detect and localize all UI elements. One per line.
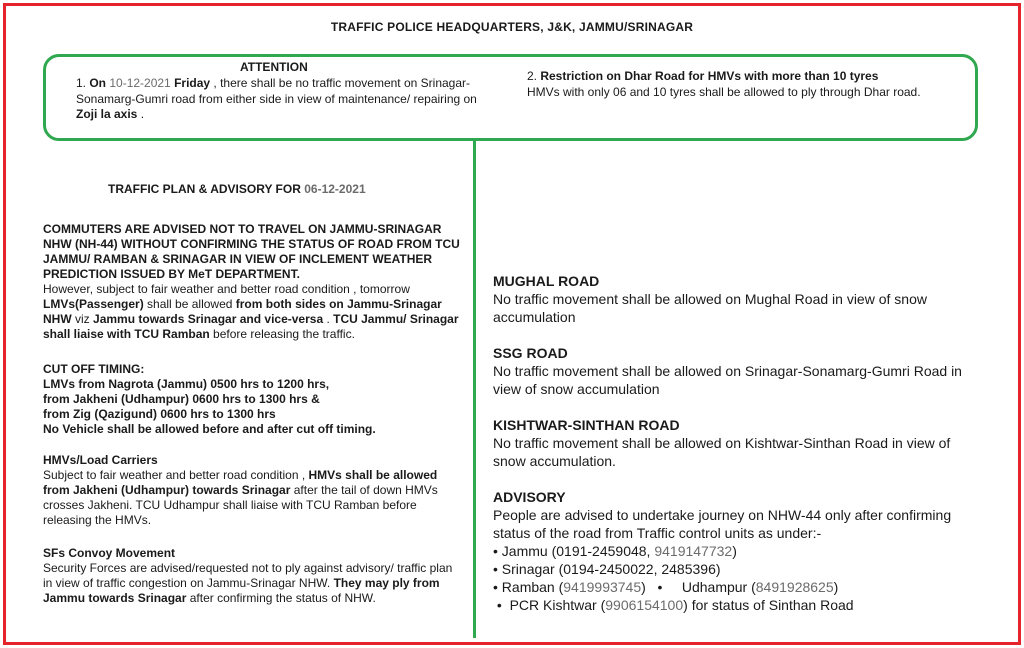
contact-mobile: 9419993745: [563, 579, 642, 595]
text: shall be allowed: [143, 297, 236, 311]
cutoff-line: No Vehicle shall be allowed before and after cut off timing.: [43, 422, 376, 436]
text-bold: TCU Jammu/ Srinagar shall liaise with TCU Ramban: [43, 312, 459, 341]
text: Subject to fair weather and better road condition ,: [43, 468, 309, 482]
sfs-section: [43, 546, 463, 606]
contact-pcr-kishtwar: [493, 596, 983, 614]
cutoff-line: LMVs from Nagrota (Jammu) 0500 hrs to 1200 hrs,: [43, 377, 330, 391]
contact-list: [493, 542, 983, 614]
attention-title: ATTENTION: [240, 60, 308, 74]
kishtwar-road-text: No traffic movement shall be allowed on Kishtwar-Sinthan Road in view of snow accumulation.: [493, 435, 951, 469]
closure-text-end: .: [137, 107, 145, 121]
contact-ramban-udhampur: [493, 578, 983, 596]
advisory-text: People are advised to undertake journey on NHW-44 only after confirming status of the road from Traffic control units as under:-: [493, 507, 952, 541]
item-on-label: On: [89, 76, 110, 90]
contact-jammu: [493, 542, 983, 560]
cutoff-section: [43, 362, 463, 437]
text-bold: HMVs shall be allowed from Jakheni (Udhampur) towards Srinagar: [43, 468, 438, 497]
sfs-title: SFs Convoy Movement: [43, 546, 176, 560]
plan-title: [108, 182, 366, 196]
text-bold: LMVs(Passenger): [43, 297, 144, 311]
bullet: •: [493, 561, 502, 577]
bullet: •: [493, 543, 502, 559]
cutoff-line: from Zig (Qazigund) 0600 hrs to 1300 hrs: [43, 407, 276, 421]
commuters-warning: COMMUTERS ARE ADVISED NOT TO TRAVEL ON JAMMU-SRINAGAR NHW (NH-44) WITHOUT CONFIRMING THE STATUS OF ROAD FROM TCU JAMMU/ RAMBAN & SRINAGAR IN VIEW OF INCLEMENT WEATHER PREDICTION ISSUED BY MeT DEPARTMENT.: [43, 222, 460, 281]
hmv-title: HMVs/Load Carriers: [43, 453, 158, 467]
text: Security Forces are advised/requested not to ply against advisory/ traffic plan in view of traffic congestion on Jammu-Srinagar NHW.: [43, 561, 453, 590]
contact-mobile: 9906154100: [605, 597, 684, 613]
contact-srinagar: [493, 560, 983, 578]
plan-date: 06-12-2021: [304, 182, 366, 196]
attention-item-1: [76, 76, 496, 123]
cutoff-line: from Jakheni (Udhampur) 0600 hrs to 1300 hrs &: [43, 392, 320, 406]
dhar-road-title: Restriction on Dhar Road for HMVs with more than 10 tyres: [540, 69, 879, 83]
bullet: •: [493, 597, 510, 613]
text: ): [833, 579, 839, 595]
advisory-title: ADVISORY: [493, 489, 566, 505]
ssg-road-section: [493, 344, 983, 398]
bullet: •: [493, 579, 502, 595]
kishtwar-road-section: [493, 416, 983, 470]
contact-label: Srinagar (0194-2450022, 2485396): [501, 561, 721, 577]
advisory-section: [493, 488, 983, 614]
dhar-road-text: HMVs with only 06 and 10 tyres shall be allowed to ply through Dhar road.: [527, 84, 921, 99]
text: .: [323, 312, 334, 326]
text: after confirming the status of NHW.: [186, 591, 376, 605]
text: viz: [71, 312, 94, 326]
bullet: •: [645, 579, 682, 595]
ssg-road-title: SSG ROAD: [493, 345, 568, 361]
closure-day: Friday: [170, 76, 211, 90]
mughal-road-text: No traffic movement shall be allowed on Mughal Road in view of snow accumulation: [493, 291, 927, 325]
text: However, subject to fair weather and better road condition , tomorrow: [43, 282, 410, 296]
text-bold: from both sides on Jammu-Srinagar NHW: [43, 297, 442, 326]
cutoff-title: CUT OFF TIMING:: [43, 362, 145, 376]
text: ) for status of Sinthan Road: [683, 597, 854, 613]
zoji-la-axis: Zoji la axis: [76, 107, 138, 121]
contact-label: Ramban (: [501, 579, 564, 595]
mughal-road-section: [493, 272, 983, 326]
text: ): [732, 543, 737, 559]
commuters-advisory: [43, 222, 463, 342]
page-header: TRAFFIC POLICE HEADQUARTERS, J&K, JAMMU/SRINAGAR: [330, 20, 694, 34]
item-number: 1.: [76, 76, 90, 90]
text-bold: They may ply from Jammu towards Srinagar: [43, 576, 440, 605]
contact-label: PCR Kishtwar (: [509, 597, 606, 613]
text: after the tail of down HMVs crosses Jakheni. TCU Udhampur shall liaise with TCU Ramban before releasing the HMVs.: [43, 483, 438, 527]
mughal-road-title: MUGHAL ROAD: [493, 273, 600, 289]
column-divider: [473, 138, 476, 638]
closure-date: 10-12-2021: [109, 76, 171, 90]
closure-text: , there shall be no traffic movement on Srinagar-Sonamarg-Gumri road from either side in view of maintenance/ repairing on: [76, 76, 477, 106]
contact-mobile: 9419147732: [654, 543, 733, 559]
text-bold: Jammu towards Srinagar and vice-versa: [93, 312, 324, 326]
hmv-section: [43, 453, 463, 528]
text: before releasing the traffic.: [209, 327, 355, 341]
contact-label: Udhampur (: [681, 579, 756, 595]
plan-title-prefix: TRAFFIC PLAN & ADVISORY FOR: [108, 182, 305, 196]
contact-mobile: 8491928625: [755, 579, 834, 595]
item-number: 2.: [527, 69, 541, 83]
attention-item-2: [527, 69, 947, 100]
text: ): [641, 579, 646, 595]
contact-label: Jammu (0191-2459048,: [501, 543, 655, 559]
kishtwar-road-title: KISHTWAR-SINTHAN ROAD: [493, 417, 680, 433]
ssg-road-text: No traffic movement shall be allowed on Srinagar-Sonamarg-Gumri Road in view of snow accumulation: [493, 363, 962, 397]
